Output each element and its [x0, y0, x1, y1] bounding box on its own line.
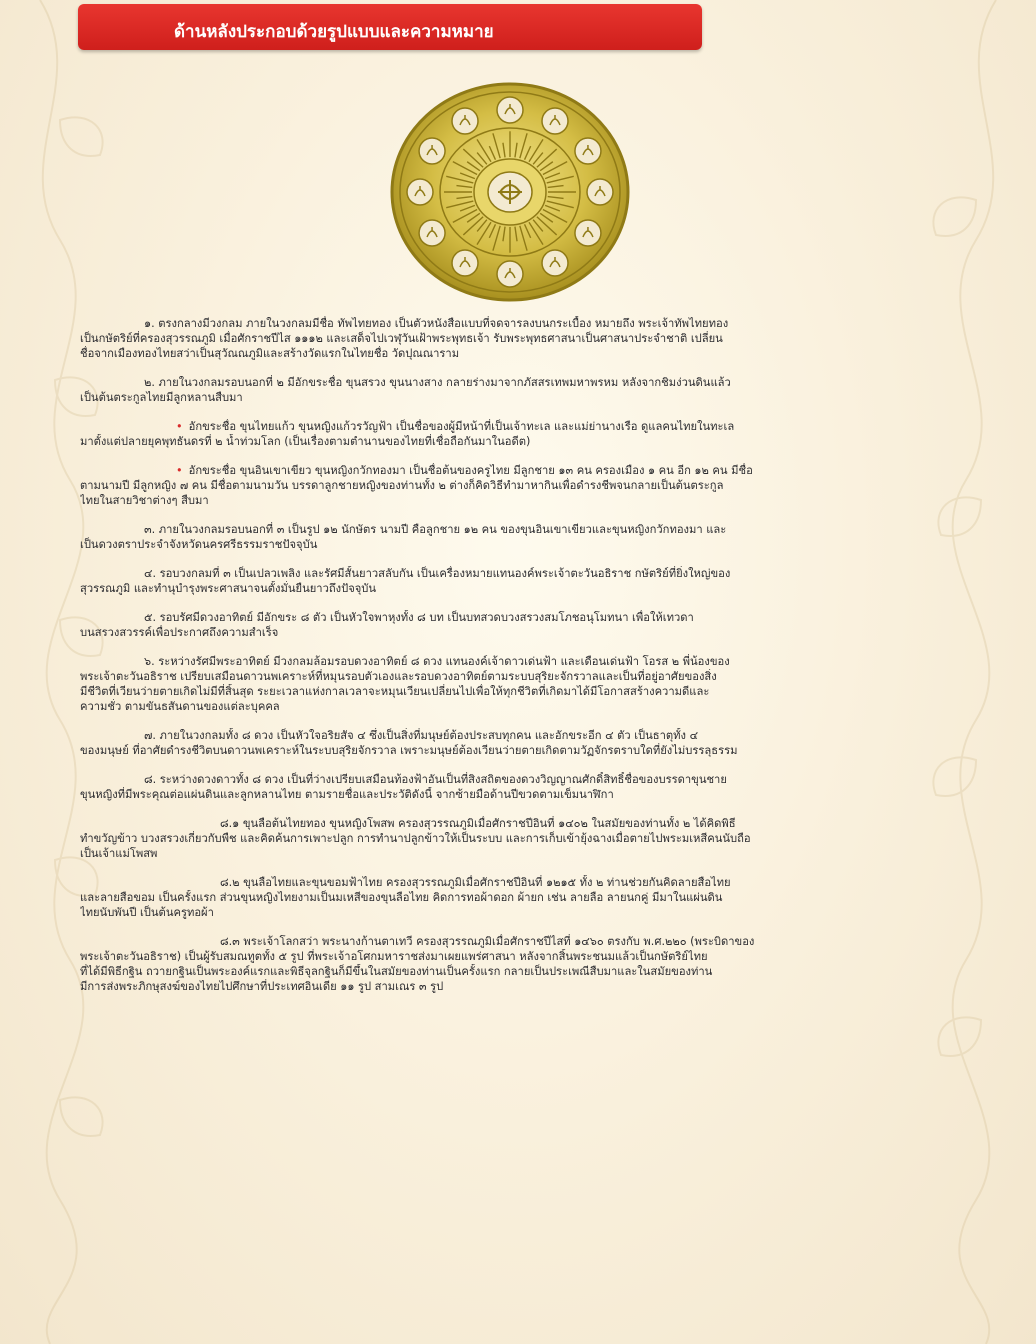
paragraph-line [80, 669, 982, 684]
paragraph-gap [80, 405, 982, 419]
paragraph-gap [80, 920, 982, 934]
paragraph-gap [80, 449, 982, 463]
line-text: และลายสือขอม เป็นครั้งแรก ส่วนขุนหญิงไทยงามเป็นมเหสีของขุนลือไทย คิดการทอผ้าดอก ผ้ายก เช่น ลายลือ ลายนกคู่ มีมาในแผ่นดิน [80, 891, 723, 904]
line-text: เป็นต้นตระกูลไทยมีลูกหลานสืบมา [80, 391, 243, 404]
paragraph-line [80, 463, 982, 478]
paragraph-line [80, 654, 982, 669]
line-text: มาตั้งแต่ปลายยุคพุทธันดรที่ ๒ น้ำท่วมโลก (เป็นเรื่องตามตำนานของไทยที่เชื่อถือกันมาในอดีต) [80, 435, 531, 448]
paragraph-line [80, 964, 982, 979]
line-text: ตามนามปี มีลูกหญิง ๗ คน มีชื่อตามนามวัน บรรดาลูกชายหญิงของท่านทั้ง ๒ ต่างก็คิดวิธีทำมาหากินเพื่อดำรงชีพจนกลายเป็นต้นตระกูล [80, 479, 724, 492]
numbered-paragraph [80, 654, 982, 714]
paragraph-line [80, 316, 982, 331]
numbered-paragraph [80, 934, 982, 994]
zodiac-symbol-icon [419, 138, 445, 164]
zodiac-symbol-icon [497, 97, 523, 123]
paragraph-line [80, 346, 982, 361]
zodiac-symbol-icon [542, 250, 568, 276]
line-text: มีชีวิตที่เวียนว่ายตายเกิดไม่มีที่สิ้นสุด ระยะเวลาแห่งกาลเวลาจะหมุนเวียนเปลี่ยนไปเพื่อให้ทุกชีวิตที่เกิดมาได้มีโอกาสสร้างความดีและ [80, 685, 710, 698]
paragraph-line [80, 581, 982, 596]
line-text: ๓. ภายในวงกลมรอบนอกที่ ๓ เป็นรูป ๑๒ นักษัตร นามปี คือลูกชาย ๑๒ คน ของขุนอินเขาเขียวและขุนหญิงกวักทองมา และ [144, 523, 727, 536]
line-text: ๖. ระหว่างรัศมีพระอาทิตย์ มีวงกลมล้อมรอบดวงอาทิตย์ ๘ ดวง แทนองค์เจ้าดาวเด่นฟ้า และเดือนเด่นฟ้า โอรส ๒ พี่น้องของ [144, 655, 730, 668]
paragraph-line [80, 831, 982, 846]
paragraph-line [80, 331, 982, 346]
line-text: มีการส่งพระภิกษุสงฆ์ของไทยไปศึกษาที่ประเทศอินเดีย ๑๑ รูป สามเณร ๓ รูป [80, 980, 444, 993]
zodiac-symbol-icon [575, 220, 601, 246]
numbered-paragraph [80, 610, 982, 640]
paragraph-line [80, 684, 982, 699]
paragraph-line [80, 934, 982, 949]
line-text: ๒. ภายในวงกลมรอบนอกที่ ๒ มีอักขระชื่อ ขุนสรวง ขุนนางสาง กลายร่างมาจากภัสสรเทพมหาพรหม หลังจากชิมง่วนดินแล้ว [144, 376, 731, 389]
line-text: ๘. ระหว่างดวงดาวทั้ง ๘ ดวง เป็นที่ว่างเปรียบเสมือนท้องฟ้าอันเป็นที่สิงสถิตของดวงวิญญาณศักดิ์สิทธิ์ชื่อของบรรดาขุนชาย [144, 773, 727, 786]
paragraph-gap [80, 552, 982, 566]
line-text: เป็นกษัตริย์ที่ครองสุวรรณภูมิ เมื่อศักราชปีไส ๑๑๑๒ และเสด็จไปเวฬุวันเฝ้าพระพุทธเจ้า รับพระพุทธศาสนาเป็นศาสนาประจำชาติ เปลี่ยน [80, 332, 723, 345]
section-header-banner [78, 4, 702, 50]
paragraph-gap [80, 640, 982, 654]
paragraph-line [80, 699, 982, 714]
line-text: ๘.๓ พระเจ้าโลกสว่า พระนางก้านตาเทวี ครองสุวรรณภูมิเมื่อศักราชปีไสที่ ๑๔๖๐ ตรงกับ พ.ศ.๒๒๐ (พระบิดาของ [220, 935, 755, 948]
document-body [80, 316, 982, 994]
zodiac-symbol-icon [542, 108, 568, 134]
line-text: บนสรวงสวรรค์เพื่อประกาศถึงความสำเร็จ [80, 626, 279, 639]
line-text: ความชั่ว ตามขันธสันดานของแต่ละบุคคล [80, 700, 280, 713]
paragraph-gap [80, 508, 982, 522]
line-text: พระเจ้าตะวันอธิราช เปรียบเสมือนดาวนพเคราะห์ที่หมุนรอบตัวเองและรอบดวงอาทิตย์ตามระบบสุริยะจักรวาลและเป็นที่อยู่อาศัยของสิ่ง [80, 670, 717, 683]
zodiac-symbol-icon [419, 220, 445, 246]
paragraph-gap [80, 596, 982, 610]
line-text: สุวรรณภูมิ และทำนุบำรุงพระศาสนาจนตั้งมั่นยืนยาวถึงปัจจุบัน [80, 582, 377, 595]
line-text: เป็นดวงตราประจำจังหวัดนครศรีธรรมราชปัจจุบัน [80, 538, 318, 551]
paragraph-line [80, 434, 982, 449]
numbered-paragraph [80, 566, 982, 596]
zodiac-symbol-icon [452, 108, 478, 134]
paragraph-gap [80, 361, 982, 375]
paragraph-line [80, 478, 982, 493]
zodiac-symbol-icon [575, 138, 601, 164]
paragraph-gap [80, 714, 982, 728]
numbered-paragraph [80, 816, 982, 861]
paragraph-line [80, 772, 982, 787]
zodiac-symbol-icon [452, 250, 478, 276]
line-text: ๑. ตรงกลางมีวงกลม ภายในวงกลมมีชื่อ ทัพไทยทอง เป็นตัวหนังสือแบบที่จดจารลงบนกระเบื้อง หมายถึง พระเจ้าทัพไทยทอง [144, 317, 729, 330]
line-text: ๘.๒ ขุนลือไทยและขุนขอมฟ้าไทย ครองสุวรรณภูมิเมื่อศักราชปีอินที่ ๑๒๑๕ ทั้ง ๒ ท่านช่วยกันคิดลายสือไทย [220, 876, 731, 889]
line-text: ๕. รอบรัศมีดวงอาทิตย์ มีอักขระ ๘ ตัว เป็นหัวใจพาหุงทั้ง ๘ บท เป็นบทสวดบวงสรวงสมโภชอนุโมทนา เพื่อให้เทวดา [144, 611, 694, 624]
paragraph-line [80, 375, 982, 390]
line-text: ชื่อจากเมืองทองไทยสว่าเป็นสุวัณณภูมิและสร้างวัดแรกในไทยชื่อ วัดปุณณาราม [80, 347, 460, 360]
bullet-paragraph [80, 419, 982, 449]
line-text: ทำขวัญข้าว บวงสรวงเกี่ยวกับพืช และคิดค้นการเพาะปลูก การทำนาปลูกข้าวให้เป็นระบบ และการเก็บเข้ายุ้งฉางเมื่อตายไปพระมเหสีคนนับถือ [80, 832, 751, 845]
paragraph-line [80, 625, 982, 640]
paragraph-line [80, 846, 982, 861]
zodiac-symbol-icon [497, 261, 523, 287]
paragraph-gap [80, 861, 982, 875]
line-text: เป็นเจ้าแม่โพสพ [80, 847, 158, 860]
paragraph-line [80, 537, 982, 552]
section-header-title: ด้านหลังประกอบด้วยรูปแบบและความหมาย [174, 22, 494, 42]
paragraph-line [80, 875, 982, 890]
red-bullet-icon: • [176, 464, 183, 477]
zodiac-symbol-icon [407, 179, 433, 205]
line-text: ๗. ภายในวงกลมทั้ง ๘ ดวง เป็นหัวใจอริยสัจ ๔ ซึ่งเป็นสิ่งที่มนุษย์ต้องประสบทุกคน และอักขระอีก ๔ ตัว เป็นธาตุทั้ง ๔ [144, 729, 699, 742]
numbered-paragraph [80, 316, 982, 361]
paragraph-gap [80, 758, 982, 772]
zodiac-symbol-icon [587, 179, 613, 205]
paragraph-line [80, 979, 982, 994]
paragraph-line [80, 390, 982, 405]
numbered-paragraph [80, 772, 982, 802]
line-text: ๘.๑ ขุนลือต้นไทยทอง ขุนหญิงโพสพ ครองสุวรรณภูมิเมื่อศักราชปีอินที่ ๑๔๐๒ ในสมัยของท่านทั้ง ๒ ได้คิดพิธี [220, 817, 736, 830]
numbered-paragraph [80, 375, 982, 405]
paragraph-line [80, 522, 982, 537]
paragraph-line [80, 493, 982, 508]
line-text: พระเจ้าตะวันอธิราช) เป็นผู้รับสมณทูตทั้ง ๕ รูป ที่พระเจ้าอโศกมหาราชส่งมาเผยแพร่ศาสนา หลังจากสิ้นพระชนมแล้วเป็นกษัตริย์ไทย [80, 950, 708, 963]
line-text: ขุนหญิงที่มีพระคุณต่อแผ่นดินและลูกหลานไทย ตามรายชื่อและประวัติดังนี้ จากซ้ายมือด้านปีขวดตามเข็มนาฬิกา [80, 788, 614, 801]
line-text: อักขระชื่อ ขุนอินเขาเขียว ขุนหญิงกวักทองมา เป็นชื่อต้นของครูไทย มีลูกชาย ๑๓ คน ครองเมือง ๑ คน อีก ๑๒ คน มีชื่อ [188, 464, 753, 477]
paragraph-line [80, 816, 982, 831]
golden-medallion-emblem [388, 82, 632, 302]
line-text: ไทยนับพันปี เป็นต้นครูทอผ้า [80, 906, 214, 919]
line-text: อักขระชื่อ ขุนไทยแก้ว ขุนหญิงแก้วรวัญฟ้า เป็นชื่อของผู้มีหน้าที่เป็นเจ้าทะเล และแม่ย่านางเรือ ดูแลคนไทยในทะเล [188, 420, 735, 433]
paragraph-line [80, 743, 982, 758]
line-text: ของมนุษย์ ที่อาศัยดำรงชีวิตบนดาวนพเคราะห์ในระบบสุริยจักรวาล เพราะมนุษย์ต้องเวียนว่ายตายเกิดตามวัฏจักรตราบใดที่ยังไม่บรรลุธรรม [80, 744, 738, 757]
line-text: ที่ได้มีพิธีกฐิน ถวายกฐินเป็นพระองค์แรกและพิธีจุลกฐินก็มีขึ้นในสมัยของท่านเป็นครั้งแรก กลายเป็นประเพณีสืบมาและในสมัยของท่าน [80, 965, 713, 978]
line-text: ไทยในสายวิชาต่างๆ สืบมา [80, 494, 209, 507]
paragraph-line [80, 890, 982, 905]
paragraph-line [80, 905, 982, 920]
red-bullet-icon: • [176, 420, 183, 433]
numbered-paragraph [80, 875, 982, 920]
paragraph-line [80, 728, 982, 743]
paragraph-line [80, 787, 982, 802]
paragraph-line [80, 610, 982, 625]
line-text: ๔. รอบวงกลมที่ ๓ เป็นเปลวเพลิง และรัศมีสั้นยาวสลับกัน เป็นเครื่องหมายแทนองค์พระเจ้าตะวันอธิราช กษัตริย์ที่ยิ่งใหญ่ของ [144, 567, 731, 580]
paragraph-line [80, 419, 982, 434]
numbered-paragraph [80, 728, 982, 758]
paragraph-line [80, 949, 982, 964]
paragraph-line [80, 566, 982, 581]
bullet-paragraph [80, 463, 982, 508]
numbered-paragraph [80, 522, 982, 552]
paragraph-gap [80, 802, 982, 816]
